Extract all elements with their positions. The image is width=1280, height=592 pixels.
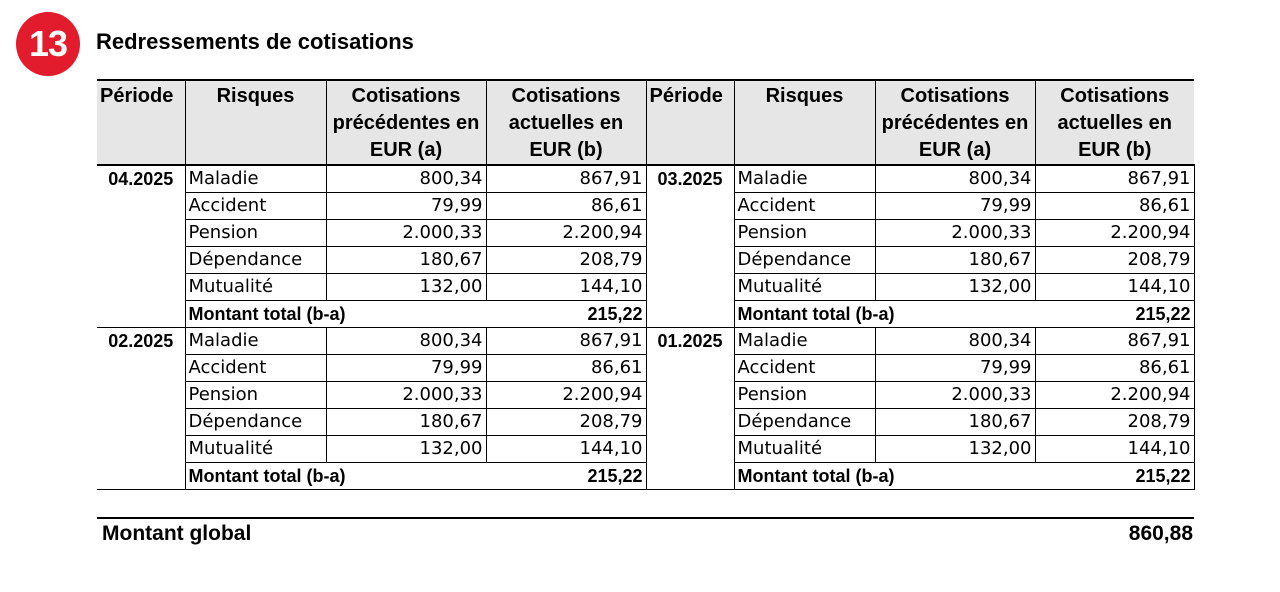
section-number-badge: 13 (16, 12, 80, 76)
header-cotisations-actuelles: Cotisations actuelles en EUR (b) (486, 80, 646, 165)
previous-amount-cell: 800,34 (875, 328, 1035, 355)
previous-amount-cell: 132,00 (875, 436, 1035, 463)
total-label: Montant total (b-a) (185, 463, 486, 490)
previous-amount-cell: 79,99 (875, 355, 1035, 382)
risk-cell: Mutualité (734, 436, 875, 463)
header-periode: Période (97, 80, 185, 165)
header-periode: Période (646, 80, 734, 165)
table-row (97, 247, 1194, 274)
current-amount-cell: 208,79 (1035, 409, 1194, 436)
table-row (97, 165, 1194, 193)
current-amount-cell: 867,91 (1035, 328, 1194, 355)
period-cell: 01.2025 (646, 328, 734, 490)
previous-amount-cell: 132,00 (326, 274, 486, 301)
table-row (97, 355, 1194, 382)
risk-cell: Accident (185, 355, 326, 382)
current-amount-cell: 867,91 (486, 165, 646, 193)
table-row (97, 193, 1194, 220)
risk-cell: Maladie (185, 165, 326, 193)
current-amount-cell: 867,91 (486, 328, 646, 355)
previous-amount-cell: 132,00 (875, 274, 1035, 301)
period-cell: 02.2025 (97, 328, 185, 490)
previous-amount-cell: 2.000,33 (326, 382, 486, 409)
current-amount-cell: 2.200,94 (1035, 220, 1194, 247)
current-amount-cell: 144,10 (486, 436, 646, 463)
previous-amount-cell: 2.000,33 (875, 382, 1035, 409)
previous-amount-cell: 800,34 (326, 165, 486, 193)
risk-cell: Mutualité (185, 274, 326, 301)
risk-cell: Pension (734, 220, 875, 247)
period-cell: 03.2025 (646, 165, 734, 328)
total-value: 215,22 (486, 463, 646, 490)
previous-amount-cell: 180,67 (326, 247, 486, 274)
table-row (97, 382, 1194, 409)
total-value: 215,22 (1035, 301, 1194, 328)
total-label: Montant total (b-a) (734, 463, 1035, 490)
header-cotisations-precedentes: Cotisations précédentes en EUR (a) (875, 80, 1035, 165)
current-amount-cell: 208,79 (1035, 247, 1194, 274)
risk-cell: Dépendance (734, 247, 875, 274)
table-row (97, 328, 1194, 355)
header-risques: Risques (734, 80, 875, 165)
current-amount-cell: 86,61 (1035, 355, 1194, 382)
previous-amount-cell: 2.000,33 (326, 220, 486, 247)
table-row (97, 409, 1194, 436)
global-divider (97, 517, 1194, 519)
header-cotisations-precedentes: Cotisations précédentes en EUR (a) (326, 80, 486, 165)
risk-cell: Accident (185, 193, 326, 220)
previous-amount-cell: 180,67 (875, 247, 1035, 274)
current-amount-cell: 2.200,94 (486, 382, 646, 409)
current-amount-cell: 2.200,94 (486, 220, 646, 247)
previous-amount-cell: 79,99 (326, 193, 486, 220)
risk-cell: Dépendance (734, 409, 875, 436)
total-label: Montant total (b-a) (734, 301, 1035, 328)
risk-cell: Maladie (734, 165, 875, 193)
section-title: Redressements de cotisations (96, 29, 414, 54)
table-row (97, 274, 1194, 301)
risk-cell: Mutualité (734, 274, 875, 301)
risk-cell: Accident (734, 355, 875, 382)
current-amount-cell: 86,61 (1035, 193, 1194, 220)
header-cotisations-actuelles: Cotisations actuelles en EUR (b) (1035, 80, 1194, 165)
risk-cell: Dépendance (185, 247, 326, 274)
risk-cell: Dépendance (185, 409, 326, 436)
current-amount-cell: 86,61 (486, 193, 646, 220)
total-value: 215,22 (1035, 463, 1194, 490)
previous-amount-cell: 800,34 (875, 165, 1035, 193)
risk-cell: Pension (185, 220, 326, 247)
current-amount-cell: 144,10 (1035, 436, 1194, 463)
current-amount-cell: 86,61 (486, 355, 646, 382)
current-amount-cell: 208,79 (486, 247, 646, 274)
period-cell: 04.2025 (97, 165, 185, 328)
total-label: Montant total (b-a) (185, 301, 486, 328)
current-amount-cell: 144,10 (486, 274, 646, 301)
risk-cell: Maladie (734, 328, 875, 355)
previous-amount-cell: 180,67 (875, 409, 1035, 436)
table-row (97, 220, 1194, 247)
current-amount-cell: 867,91 (1035, 165, 1194, 193)
previous-amount-cell: 79,99 (875, 193, 1035, 220)
contributions-table (97, 79, 1195, 490)
risk-cell: Maladie (185, 328, 326, 355)
total-row (97, 301, 1194, 328)
previous-amount-cell: 132,00 (326, 436, 486, 463)
previous-amount-cell: 180,67 (326, 409, 486, 436)
current-amount-cell: 144,10 (1035, 274, 1194, 301)
current-amount-cell: 2.200,94 (1035, 382, 1194, 409)
header-risques: Risques (185, 80, 326, 165)
table-row (97, 436, 1194, 463)
risk-cell: Pension (185, 382, 326, 409)
previous-amount-cell: 800,34 (326, 328, 486, 355)
global-amount-label: Montant global (102, 522, 252, 545)
risk-cell: Pension (734, 382, 875, 409)
table-header-row (97, 80, 1194, 165)
total-row (97, 463, 1194, 490)
global-amount-value: 860,88 (1128, 522, 1193, 545)
risk-cell: Accident (734, 193, 875, 220)
current-amount-cell: 208,79 (486, 409, 646, 436)
previous-amount-cell: 2.000,33 (875, 220, 1035, 247)
previous-amount-cell: 79,99 (326, 355, 486, 382)
risk-cell: Mutualité (185, 436, 326, 463)
total-value: 215,22 (486, 301, 646, 328)
